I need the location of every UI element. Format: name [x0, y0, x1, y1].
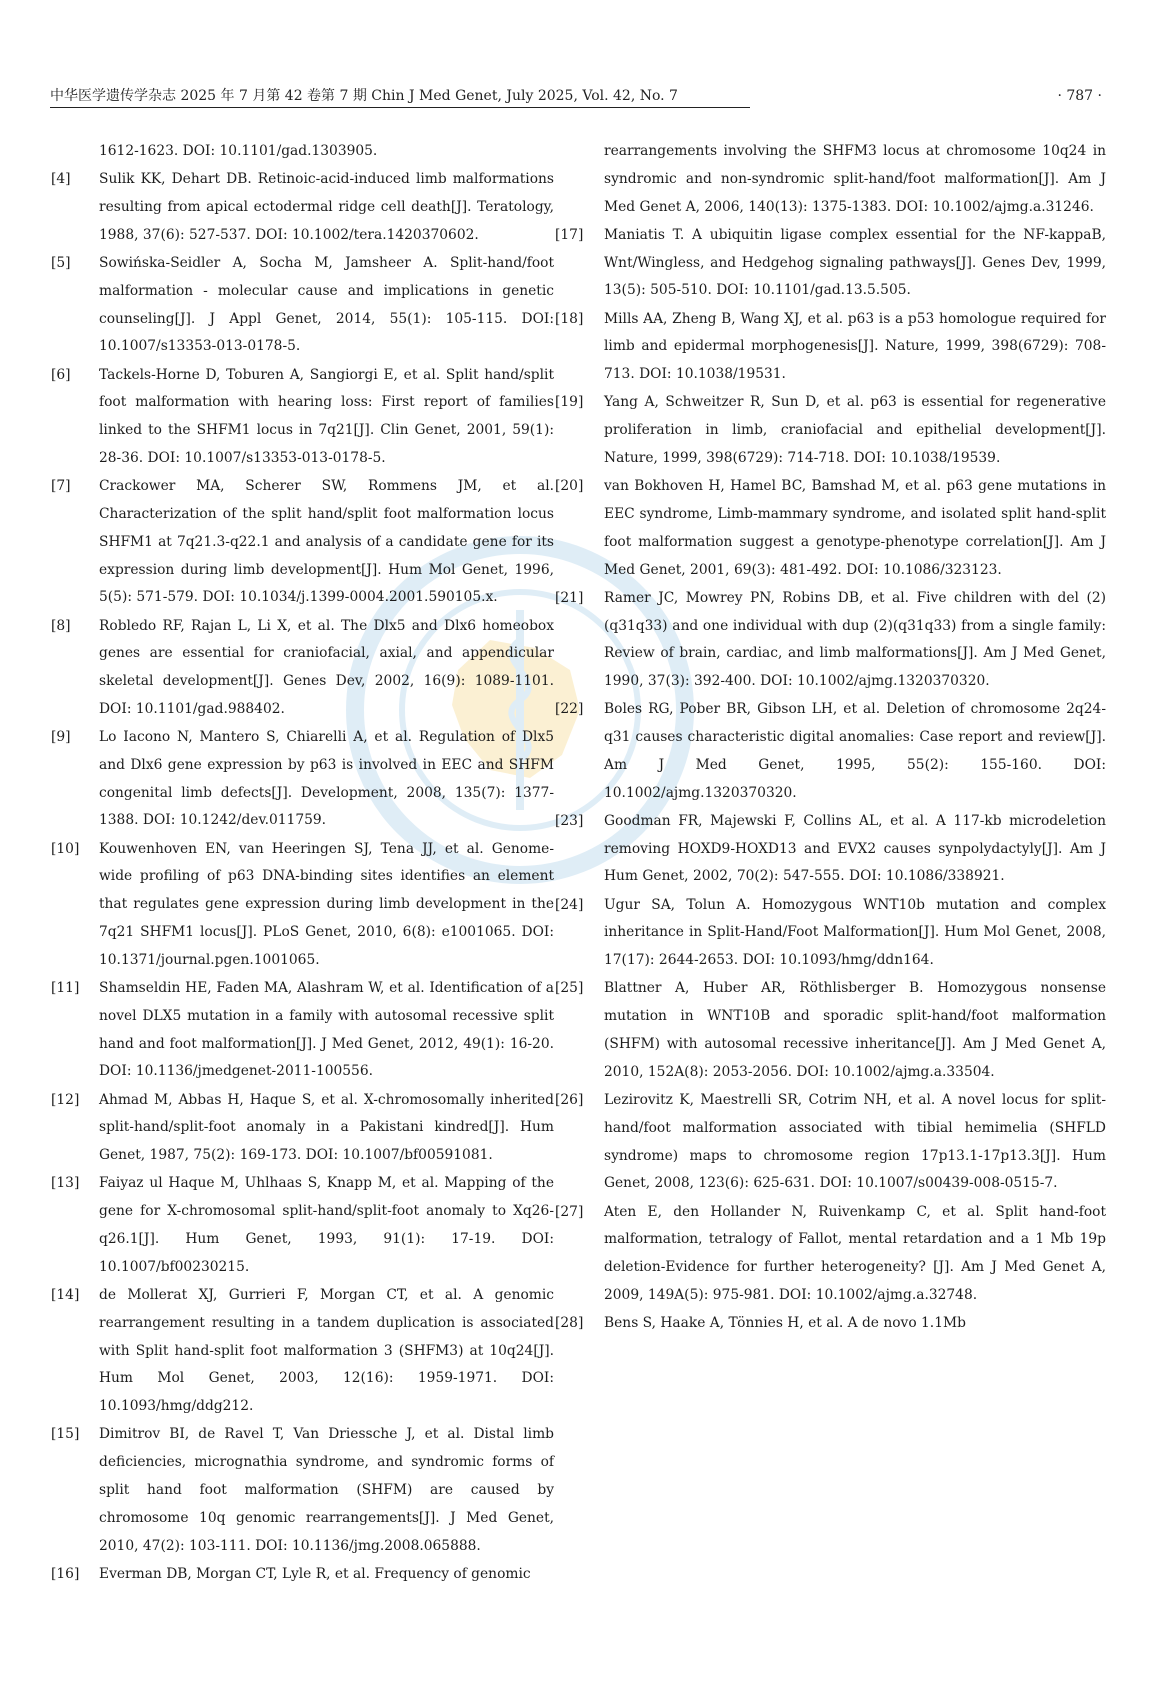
reference-text: Dimitrov BI, de Ravel T, Van Driessche J, et al. Distal limb deficiencies, micrognathia syndrome, and syndromic forms of split hand foot malformation (SHFM) are caused by chromosome 10q genomic rearrangements[J]. J Med Genet, 2010, 47(2): 103-111. DOI: 10.1136/jmg.2008.065888.	[99, 1426, 554, 1554]
reference-text: Yang A, Schweitzer R, Sun D, et al. p63 is essential for regenerative proliferation in limb, craniofacial and epithelial development[J]. Nature, 1999, 398(6729): 714-718. DOI: 10.1038/19539.	[604, 394, 1106, 466]
reference-number: [23]	[555, 812, 584, 829]
reference-text: Sowińska-Seidler A, Socha M, Jamsheer A. Split-hand/foot malformation - molecular cause and implications in genetic counseling[J]. J Appl Genet, 2014, 55(1): 105-115. DOI: 10.1007/s13353-013-0178-5.	[99, 254, 554, 355]
reference-text: Ramer JC, Mowrey PN, Robins DB, et al. Five children with del (2)(q31q33) and one individual with dup (2)(q31q33) from a single family: Review of brain, cardiac, and limb malformations[J]. Am J Med Genet, 1990, 37(3): 392-400. DOI: 10.1002/ajmg.1320370320.	[604, 589, 1106, 690]
right-column	[555, 138, 1106, 1338]
reference-item	[555, 1087, 1106, 1198]
reference-item	[47, 613, 554, 724]
running-header	[50, 86, 1102, 108]
reference-text: Kouwenhoven EN, van Heeringen SJ, Tena JJ, et al. Genome-wide profiling of p63 DNA-binding sites identifies an element that regulates gene expression during limb development in the 7q21 SHFM1 locus[J]. PLoS Genet, 2010, 6(8): e1001065. DOI: 10.1371/journal.pgen.1001065.	[99, 840, 554, 968]
reference-number: [27]	[555, 1203, 584, 1220]
reference-item	[47, 362, 554, 473]
reference-item	[47, 724, 554, 835]
reference-number: [14]	[51, 1286, 80, 1303]
reference-number: [24]	[555, 896, 584, 913]
reference-text: Mills AA, Zheng B, Wang XJ, et al. p63 is a p53 homologue required for limb and epidermal morphogenesis[J]. Nature, 1999, 398(6729): 708-713. DOI: 10.1038/19531.	[604, 310, 1106, 383]
reference-item	[555, 389, 1106, 472]
reference-number: [11]	[51, 980, 80, 997]
reference-item	[555, 696, 1106, 807]
reference-number: [16]	[51, 1565, 80, 1582]
reference-number: [6]	[51, 366, 71, 383]
reference-number: [12]	[51, 1091, 80, 1108]
reference-number: [5]	[51, 254, 71, 271]
reference-text: Crackower MA, Scherer SW, Rommens JM, et al. Characterization of the split hand/split foot malformation locus SHFM1 at 7q21.3-q22.1 and analysis of a candidate gene for its expression during limb development[J]. Hum Mol Genet, 1996, 5(5): 571-579. DOI: 10.1034/j.1399-0004.2001.590105.x.	[99, 478, 554, 606]
reference-item	[555, 892, 1106, 975]
reference-continuation	[47, 138, 554, 166]
reference-text: Boles RG, Pober BR, Gibson LH, et al. Deletion of chromosome 2q24-q31 causes characteristic digital anomalies: Case report and review[J]. Am J Med Genet, 1995, 55(2): 155-160. DOI: 10.1002/ajmg.1320370320.	[604, 701, 1106, 801]
reference-item	[47, 1170, 554, 1281]
reference-item	[47, 250, 554, 361]
reference-list-left	[47, 138, 554, 1589]
reference-item	[47, 975, 554, 1086]
reference-item	[555, 808, 1106, 891]
reference-text: Robledo RF, Rajan L, Li X, et al. The Dlx5 and Dlx6 homeobox genes are essential for craniofacial, axial, and appendicular skeletal development[J]. Genes Dev, 2002, 16(9): 1089-1101. DOI: 10.1101/gad.988402.	[99, 617, 554, 717]
reference-list-right	[555, 138, 1106, 1338]
reference-text: Tackels-Horne D, Toburen A, Sangiorgi E, et al. Split hand/split foot malformation with hearing loss: First report of families linked to the SHFM1 locus in 7q21[J]. Clin Genet, 2001, 59(1): 28-36. DOI: 10.1007/s13353-013-0178-5.	[99, 366, 554, 466]
reference-item	[47, 473, 554, 612]
reference-item	[47, 166, 554, 249]
reference-text: Goodman FR, Majewski F, Collins AL, et al. A 117-kb microdeletion removing HOXD9-HOXD13 and EVX2 causes synpolydactyly[J]. Am J Hum Genet, 2002, 70(2): 547-555. DOI: 10.1086/338921.	[604, 812, 1106, 885]
reference-number: [7]	[51, 478, 71, 495]
reference-text: rearrangements involving the SHFM3 locus at chromosome 10q24 in syndromic and non-syndromic split-hand/foot malformation[J]. Am J Med Genet A, 2006, 140(13): 1375-1383. DOI: 10.1002/ajmg.a.31246.	[604, 143, 1106, 215]
reference-number: [9]	[51, 729, 71, 746]
reference-text: Lo Iacono N, Mantero S, Chiarelli A, et al. Regulation of Dlx5 and Dlx6 gene expression by p63 is involved in EEC and SHFM congenital limb defects[J]. Development, 2008, 135(7): 1377-1388. DOI: 10.1242/dev.011759.	[99, 729, 554, 829]
reference-number: [28]	[555, 1315, 584, 1332]
reference-item	[555, 1310, 1106, 1338]
header-rule	[50, 107, 750, 108]
reference-item	[47, 1421, 554, 1560]
reference-item	[555, 306, 1106, 389]
reference-text: 1612-1623. DOI: 10.1101/gad.1303905.	[99, 143, 378, 159]
reference-item	[555, 585, 1106, 696]
reference-text: Maniatis T. A ubiquitin ligase complex essential for the NF-kappaB, Wnt/Wingless, and Hedgehog signaling pathways[J]. Genes Dev, 1999, 13(5): 505-510. DOI: 10.1101/gad.13.5.505.	[604, 226, 1106, 299]
reference-number: [21]	[555, 589, 584, 606]
reference-text: Everman DB, Morgan CT, Lyle R, et al. Frequency of genomic	[99, 1565, 531, 1582]
page-number: · 787 ·	[1057, 88, 1102, 104]
reference-item	[47, 1561, 554, 1589]
reference-text: de Mollerat XJ, Gurrieri F, Morgan CT, et al. A genomic rearrangement resulting in a tandem duplication is associated with Split hand-split foot malformation 3 (SHFM3) at 10q24[J]. Hum Mol Genet, 2003, 12(16): 1959-1971. DOI: 10.1093/hmg/ddg212.	[99, 1286, 554, 1415]
reference-text: Faiyaz ul Haque M, Uhlhaas S, Knapp M, et al. Mapping of the gene for X-chromosomal split-hand/split-foot anomaly to Xq26-q26.1[J]. Hum Genet, 1993, 91(1): 17-19. DOI: 10.1007/bf00230215.	[99, 1175, 554, 1275]
reference-number: [25]	[555, 980, 584, 997]
left-column	[47, 138, 554, 1589]
reference-text: Sulik KK, Dehart DB. Retinoic-acid-induced limb malformations resulting from apical ectodermal ridge cell death[J]. Teratology, 1988, 37(6): 527-537. DOI: 10.1002/tera.1420370602.	[99, 171, 554, 243]
reference-continuation	[555, 138, 1106, 221]
reference-text: Bens S, Haake A, Tönnies H, et al. A de novo 1.1Mb	[604, 1315, 966, 1332]
reference-text: Shamseldin HE, Faden MA, Alashram W, et al. Identification of a novel DLX5 mutation in a family with autosomal recessive split hand and foot malformation[J]. J Med Genet, 2012, 49(1): 16-20. DOI: 10.1136/jmedgenet-2011-100556.	[99, 980, 554, 1080]
reference-number: [8]	[51, 617, 71, 634]
reference-text: Ugur SA, Tolun A. Homozygous WNT10b mutation and complex inheritance in Split-Hand/Foot Malformation[J]. Hum Mol Genet, 2008, 17(17): 2644-2653. DOI: 10.1093/hmg/ddn164.	[604, 896, 1106, 969]
reference-item	[47, 1087, 554, 1170]
reference-number: [22]	[555, 701, 584, 718]
reference-text: Ahmad M, Abbas H, Haque S, et al. X-chromosomally inherited split-hand/split-foot anomaly in a Pakistani kindred[J]. Hum Genet, 1987, 75(2): 169-173. DOI: 10.1007/bf00591081.	[99, 1091, 554, 1164]
reference-item	[555, 1199, 1106, 1310]
reference-number: [20]	[555, 478, 584, 495]
reference-number: [4]	[51, 171, 71, 188]
reference-number: [15]	[51, 1426, 80, 1443]
reference-number: [17]	[555, 226, 584, 243]
reference-text: Aten E, den Hollander N, Ruivenkamp C, et al. Split hand-foot malformation, tetralogy of Fallot, mental retardation and a 1 Mb 19p deletion-Evidence for further heterogeneity? [J]. Am J Med Genet A, 2009, 149A(5): 975-981. DOI: 10.1002/ajmg.a.32748.	[604, 1203, 1106, 1303]
reference-number: [13]	[51, 1175, 80, 1192]
reference-number: [18]	[555, 310, 584, 327]
reference-text: Lezirovitz K, Maestrelli SR, Cotrim NH, et al. A novel locus for split-hand/foot malformation associated with tibial hemimelia (SHFLD syndrome) maps to chromosome region 17p13.1-17p13.3[J]. Hum Genet, 2008, 123(6): 625-631. DOI: 10.1007/s00439-008-0515-7.	[604, 1092, 1106, 1192]
reference-item	[47, 1282, 554, 1421]
reference-number: [19]	[555, 394, 584, 411]
journal-line: 中华医学遗传学杂志 2025 年 7 月第 42 卷第 7 期 Chin J Med Genet, July 2025, Vol. 42, No. 7	[50, 88, 678, 104]
reference-item	[555, 222, 1106, 305]
reference-item	[47, 836, 554, 975]
reference-number: [10]	[51, 840, 80, 857]
reference-text: van Bokhoven H, Hamel BC, Bamshad M, et al. p63 gene mutations in EEC syndrome, Limb-mammary syndrome, and isolated split hand-split foot malformation suggest a genotype-phenotype correlation[J]. Am J Med Genet, 2001, 69(3): 481-492. DOI: 10.1086/323123.	[604, 478, 1106, 578]
reference-text: Blattner A, Huber AR, Röthlisberger B. Homozygous nonsense mutation in WNT10B and sporadic split-hand/foot malformation (SHFM) with autosomal recessive inheritance[J]. Am J Med Genet A, 2010, 152A(8): 2053-2056. DOI: 10.1002/ajmg.a.33504.	[604, 980, 1106, 1080]
reference-item	[555, 473, 1106, 584]
reference-item	[555, 975, 1106, 1086]
reference-number: [26]	[555, 1092, 584, 1108]
